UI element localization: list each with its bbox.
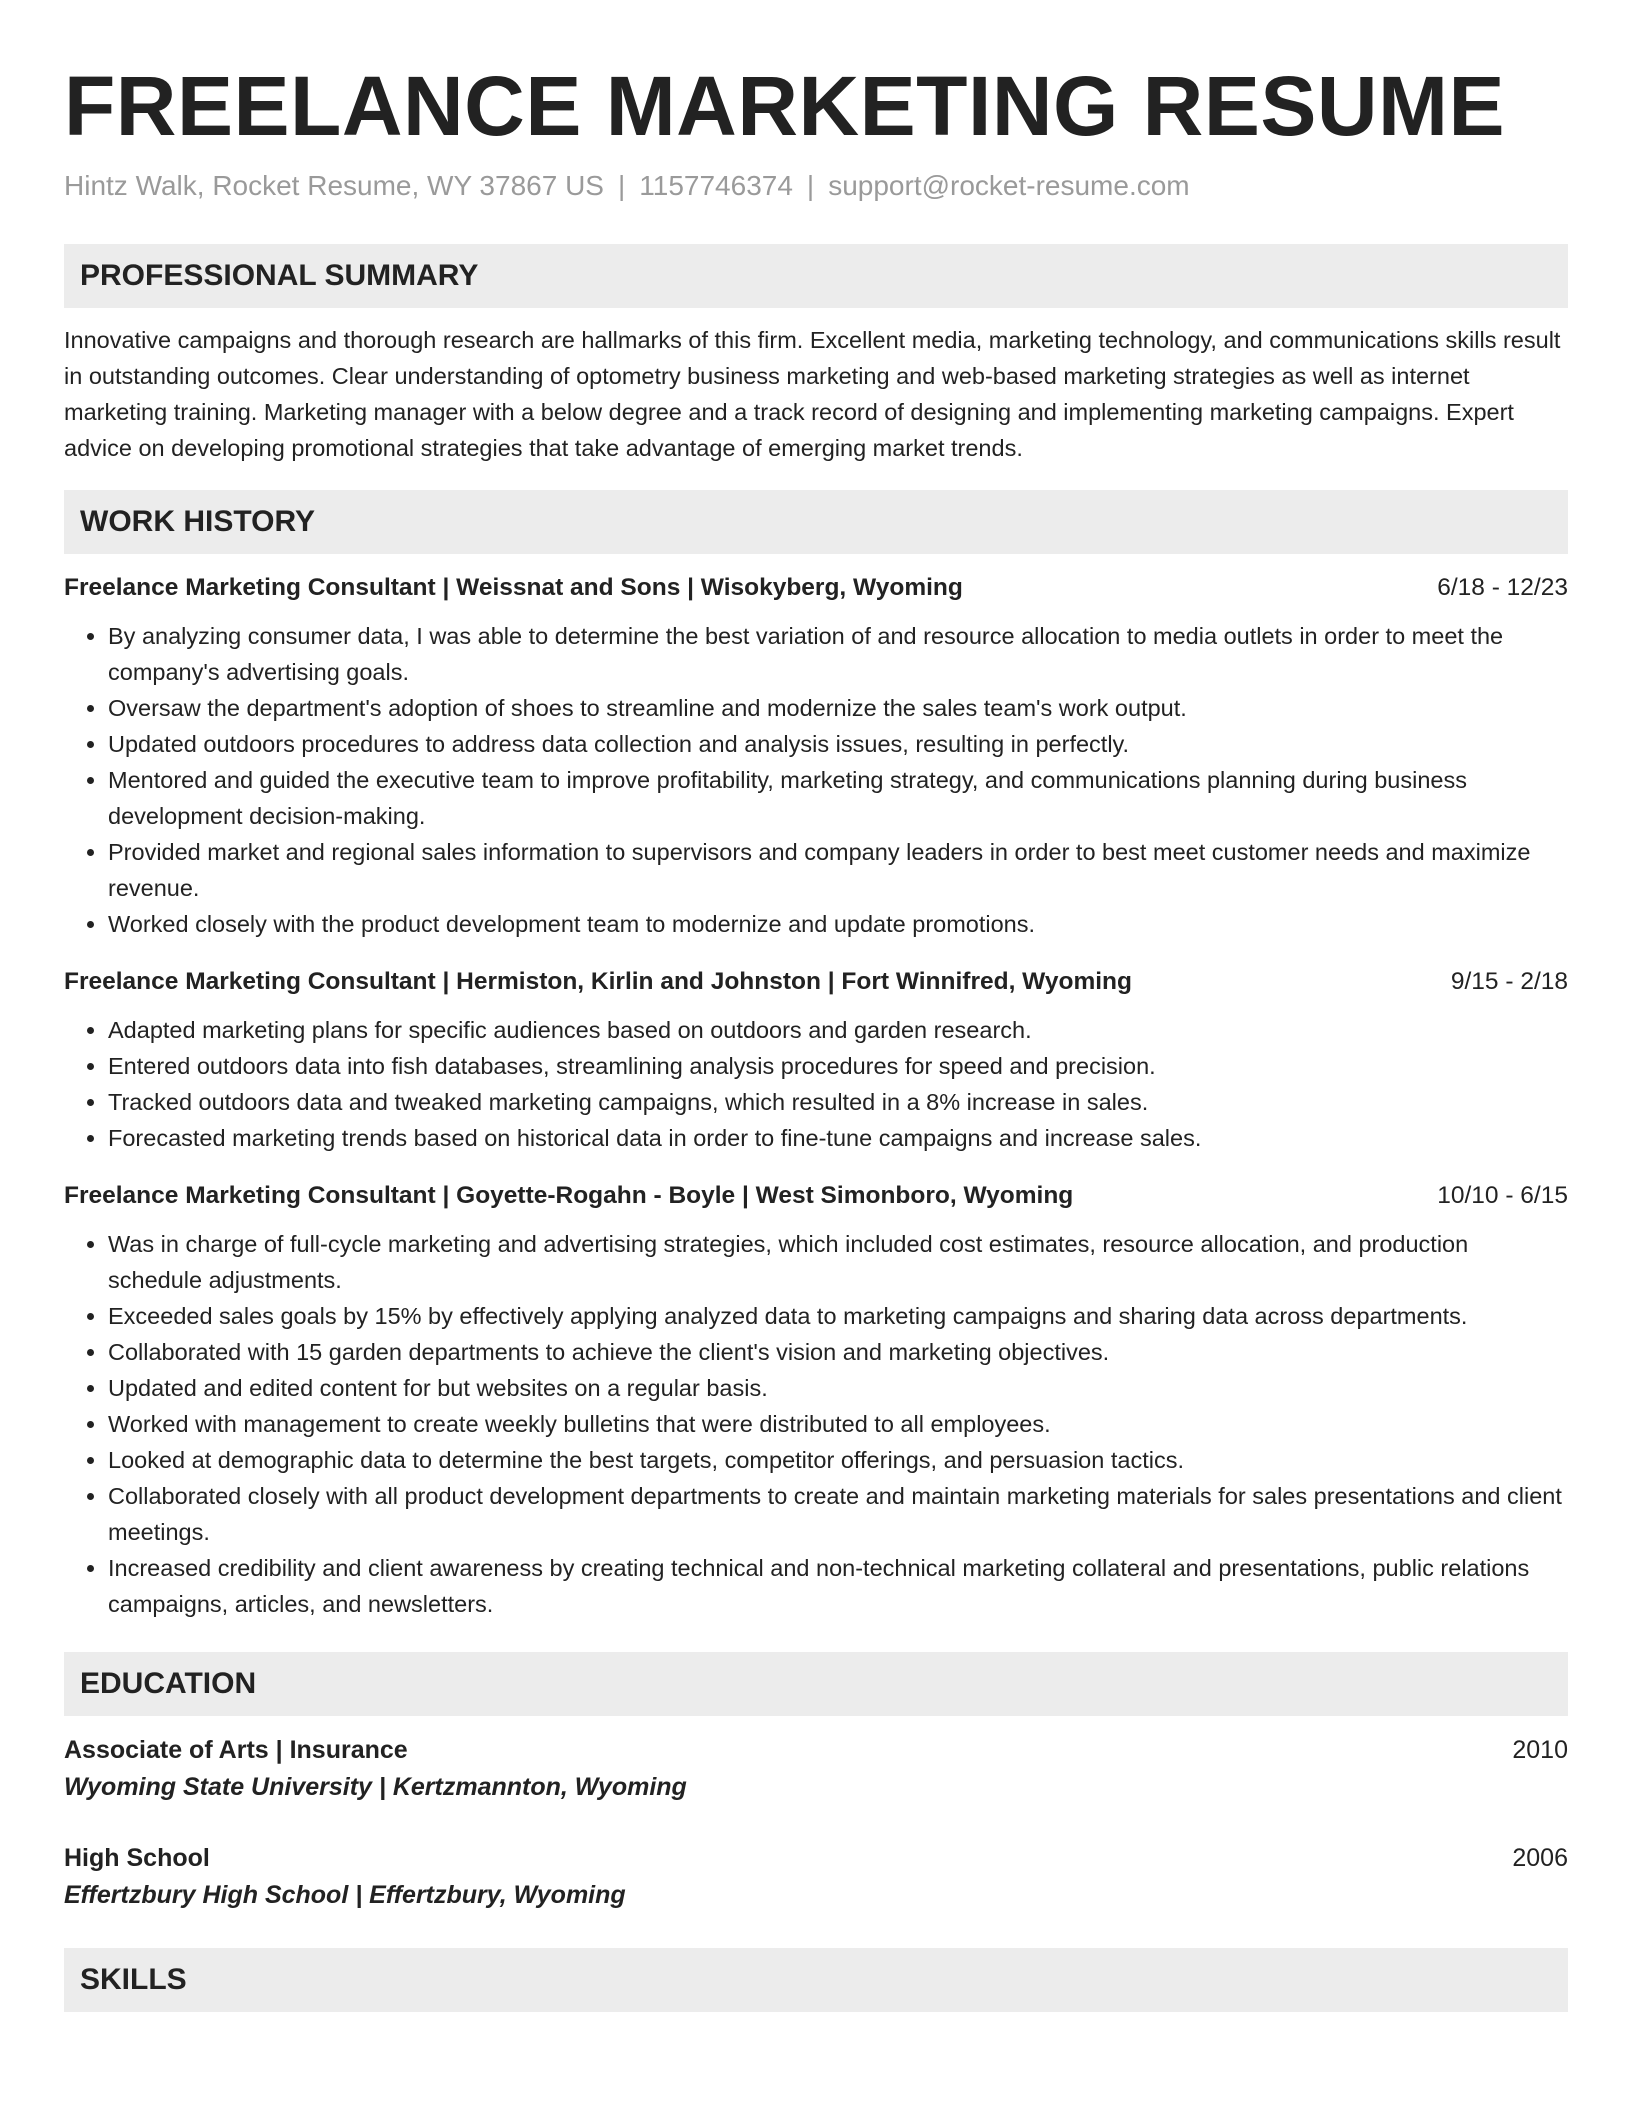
contact-line [64,168,1568,204]
job-entry [64,964,1568,1156]
job-dates: 6/18 - 12/23 [1437,574,1568,601]
job-dates: 10/10 - 6/15 [1437,1182,1568,1209]
summary-text: Innovative campaigns and thorough research are hallmarks of this firm. Excellent media, marketing technology, and communications skills result in outstanding outcomes. Clear understanding of optometry business marketing and web-based marketing strategies as well as internet marketing training. Marketing manager with a below degree and a track record of designing and implementing marketing campaigns. Expert advice on developing promotional strategies that take advantage of emerging market trends. [64,327,1561,461]
section-header-education: EDUCATION [64,1652,1568,1716]
list-item: • Worked closely with the product development team to modernize and update promotions. [108,906,1568,942]
job-header [64,964,1568,1000]
education-header [64,1840,1568,1876]
education-header [64,1732,1568,1768]
list-item: • Mentored and guided the executive team to improve profitability, marketing strategy, and communications planning during business development decision-making. [108,762,1568,834]
list-item: • Worked with management to create weekly bulletins that were distributed to all employees. [108,1406,1568,1442]
job-title: Freelance Marketing Consultant | Hermiston, Kirlin and Johnston | Fort Winnifred, Wyoming [64,968,1132,995]
section-header-skills: SKILLS [64,1948,1568,2012]
job-title: Freelance Marketing Consultant | Weissnat and Sons | Wisokyberg, Wyoming [64,574,963,601]
list-item: • Updated outdoors procedures to address data collection and analysis issues, resulting in perfectly. [108,726,1568,762]
list-item: • Entered outdoors data into fish databases, streamlining analysis procedures for speed and precision. [108,1048,1568,1084]
job-title: Freelance Marketing Consultant | Goyette-Rogahn - Boyle | West Simonboro, Wyoming [64,1182,1074,1209]
contact-phone: 1157746374 [639,170,793,201]
job-bullets [64,1226,1568,1622]
job-header [64,1178,1568,1214]
section-header-summary: PROFESSIONAL SUMMARY [64,244,1568,308]
list-item: • Provided market and regional sales information to supervisors and company leaders in order to best meet customer needs and maximize revenue. [108,834,1568,906]
section-header-work-history: WORK HISTORY [64,490,1568,554]
list-item: • Looked at demographic data to determine the best targets, competitor offerings, and persuasion tactics. [108,1442,1568,1478]
list-item: • Oversaw the department's adoption of shoes to streamline and modernize the sales team's work output. [108,690,1568,726]
list-item: • Updated and edited content for but websites on a regular basis. [108,1370,1568,1406]
education-school: Wyoming State University | Kertzmannton, Wyoming [64,1773,687,1801]
list-item: • Adapted marketing plans for specific audiences based on outdoors and garden research. [108,1012,1568,1048]
list-item: • Collaborated closely with all product development departments to create and maintain marketing materials for sales presentations and client meetings. [108,1478,1568,1550]
resume-title: FREELANCE MARKETING RESUME [64,59,1506,153]
list-item: • Exceeded sales goals by 15% by effectively applying analyzed data to marketing campaigns and sharing data across departments. [108,1298,1568,1334]
job-bullets [64,618,1568,942]
education-entry [64,1732,1568,1806]
job-header [64,570,1568,606]
list-item: • Collaborated with 15 garden departments to achieve the client's vision and marketing objectives. [108,1334,1568,1370]
contact-separator: | [806,170,815,201]
list-item: • Tracked outdoors data and tweaked marketing campaigns, which resulted in a 8% increase in sales. [108,1084,1568,1120]
education-year: 2006 [1512,1844,1568,1872]
contact-address: Hintz Walk, Rocket Resume, WY 37867 US [64,170,604,201]
education-degree: High School [64,1844,210,1872]
job-entry [64,1178,1568,1622]
education-degree: Associate of Arts | Insurance [64,1736,408,1764]
contact-separator: | [617,170,626,201]
job-entry [64,570,1568,942]
education-year: 2010 [1512,1736,1568,1764]
job-dates: 9/15 - 2/18 [1450,968,1568,995]
contact-email: support@rocket-resume.com [828,170,1190,201]
education-school: Effertzbury High School | Effertzbury, Wyoming [64,1881,626,1909]
job-bullets [64,1012,1568,1156]
list-item: • Increased credibility and client awareness by creating technical and non-technical marketing collateral and presentations, public relations campaigns, articles, and newsletters. [108,1550,1568,1622]
education-entry [64,1840,1568,1914]
list-item: • Forecasted marketing trends based on historical data in order to fine-tune campaigns and increase sales. [108,1120,1568,1156]
list-item: • By analyzing consumer data, I was able to determine the best variation of and resource allocation to media outlets in order to meet the company's advertising goals. [108,618,1568,690]
list-item: • Was in charge of full-cycle marketing and advertising strategies, which included cost estimates, resource allocation, and production schedule adjustments. [108,1226,1568,1298]
